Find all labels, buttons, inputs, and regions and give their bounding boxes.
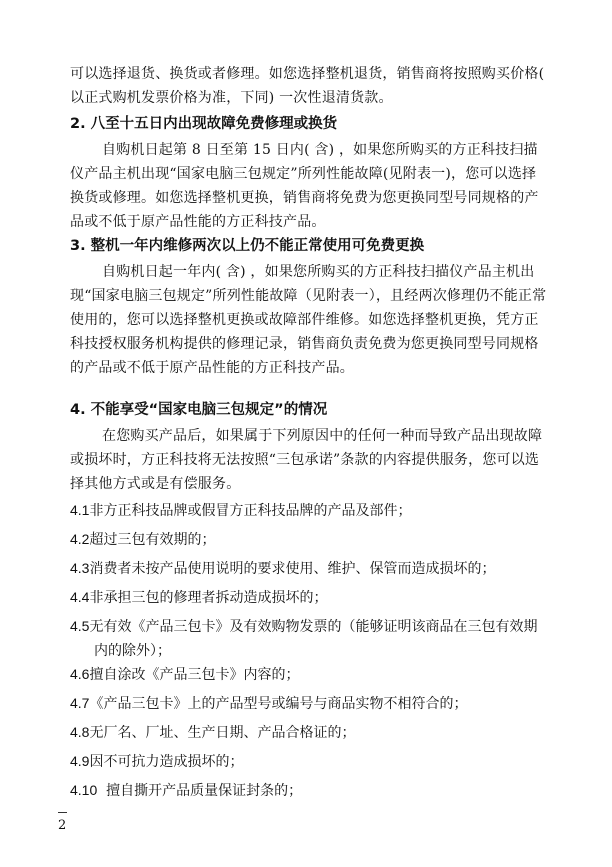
item-number: 4.2 [70, 531, 90, 547]
page-number: 2 [58, 818, 67, 833]
item-text: 无有效《产品三包卡》及有效购物发票的（能够证明该商品在三包有效期内的除外）； [89, 619, 538, 659]
item-number: 4.4 [70, 589, 90, 605]
list-item [70, 691, 548, 716]
item-text: 非方正科技品牌或假冒方正科技品牌的产品及部件； [89, 503, 412, 519]
item-number: 4.7 [70, 695, 90, 711]
item-text: 擅自涂改《产品三包卡》内容的； [89, 667, 300, 683]
list-item [70, 778, 548, 803]
item-text: 《产品三包卡》上的产品型号或编号与商品实物不相符合的； [89, 696, 468, 712]
intro-paragraph: 可以选择退货、换货或者修理。如您选择整机退货，销售商将按照购买价格( 以正式购机发票价格为准，下同) 一次性退清货款。 [70, 66, 545, 106]
list-item [70, 614, 548, 663]
section-2-body: 自购机日起第 8 日至第 15 日内( 含) ，如果您所购买的方正科技扫描仪产品主机出现“国家电脑三包规定”所列性能故障(见附表一)，您可以选择换货或修理。如您选择整机更换，销售商将免费为您更换同型号同规格的产品或不低于原产品性能的方正科技产品。 [70, 142, 539, 230]
list-item [70, 585, 548, 610]
list-item [70, 498, 548, 523]
section-4-heading: 4. 不能享受“国家电脑三包规定”的情况 [70, 402, 328, 418]
section-2-heading: 2. 八至十五日内出现故障免费修理或换货 [70, 116, 338, 132]
list-item [70, 556, 548, 581]
item-number: 4.9 [70, 753, 90, 769]
item-number: 4.10 [70, 782, 98, 798]
section-4-body: 在您购买产品后，如果属于下列原因中的任何一种而导致产品出现故障或损坏时，方正科技将无法按照“三包承诺”条款的内容提供服务，您可以选择其他方式或是有偿服务。 [70, 428, 543, 492]
section-3-body: 自购机日起一年内( 含) ，如果您所购买的方正科技扫描仪产品主机出现“国家电脑三包规定”所列性能故障（见附表一），且经两次修理仍不能正常使用的，您可以选择整机更换或故障部件维修。如您选择整机更换，凭方正科技授权服务机构提供的修理记录，销售商负责免费为您更换同型号同规格的产品或不低于原产品性能的方正科技产品。 [70, 264, 547, 376]
item-text: 无厂名、厂址、生产日期、产品合格证的； [89, 725, 356, 741]
section-3-heading: 3. 整机一年内维修两次以上仍不能正常使用可免费更换 [70, 238, 425, 254]
item-text: 消费者未按产品使用说明的要求使用、维护、保管而造成损坏的； [89, 561, 496, 577]
list-item [70, 749, 548, 774]
list-item [70, 720, 548, 745]
item-text: 非承担三包的修理者拆动造成损坏的； [89, 590, 328, 606]
item-number: 4.8 [70, 724, 90, 740]
item-number: 4.5 [70, 618, 90, 634]
item-number: 4.6 [70, 666, 90, 682]
item-text: 擅自撕开产品质量保证封条的； [97, 783, 303, 799]
item-number: 4.1 [70, 502, 90, 518]
footer-rule [58, 812, 67, 813]
item-number: 4.3 [70, 560, 90, 576]
list-item [70, 527, 548, 552]
item-text: 因不可抗力造成损坏的； [89, 754, 244, 770]
item-text: 超过三包有效期的； [89, 532, 216, 548]
list-item [70, 662, 548, 687]
